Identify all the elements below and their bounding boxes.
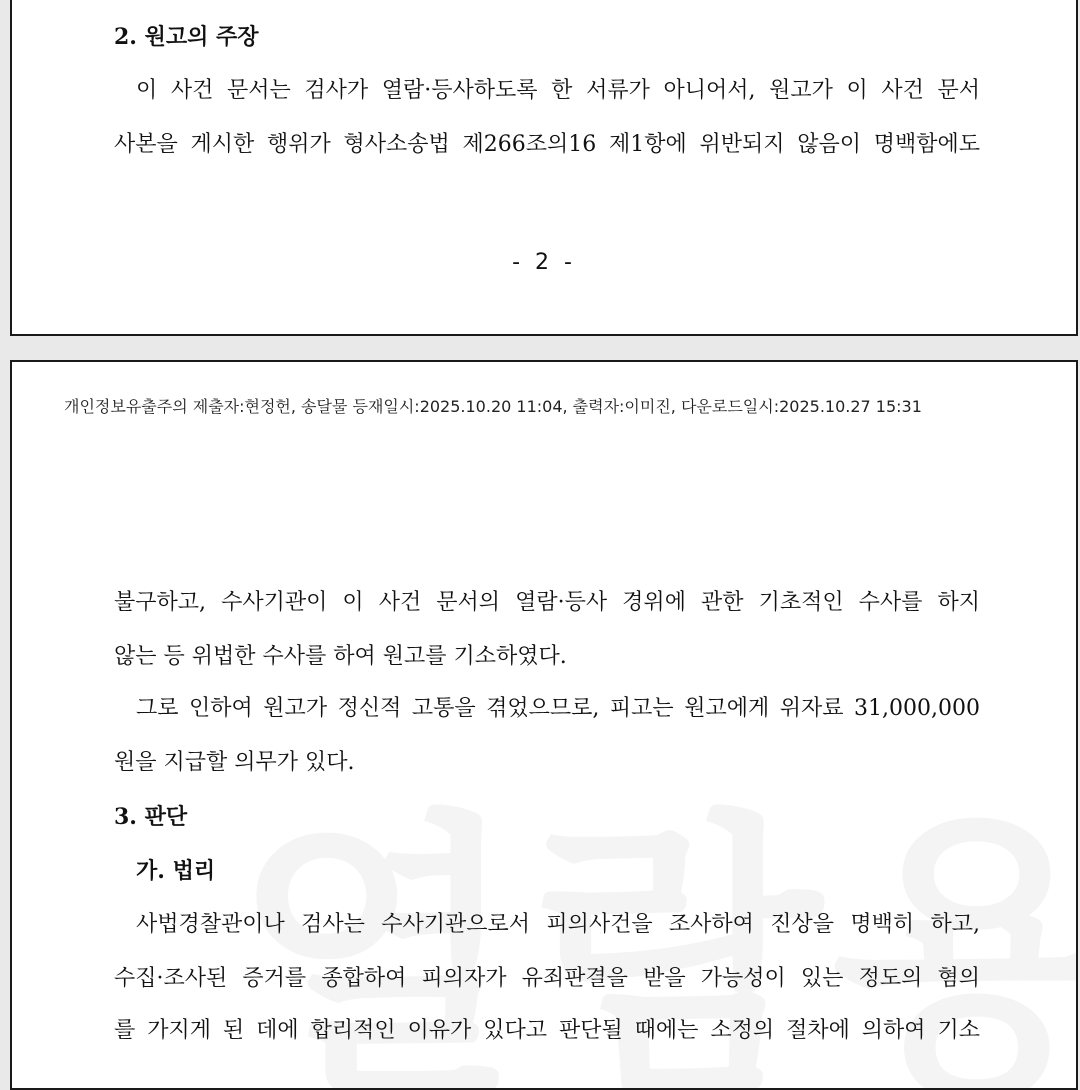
paragraph-line: 사법경찰관이나 검사는 수사기관으로서 피의사건을 조사하여 진상을 명백히 하고, [136,912,980,937]
section-heading-judgment: 3. 판단 [114,804,188,830]
paragraph-line: 이 사건 문서는 검사가 열람·등사하도록 한 서류가 아니어서, 원고가 이 사건 문서 [136,78,980,103]
section-heading-claims: 2. 원고의 주장 [114,24,259,50]
document-page-2 [10,0,1078,336]
document-page-3 [10,360,1078,1090]
subsection-heading-law: 가. 법리 [136,858,216,884]
privacy-info-header: 개인정보유출주의 제출자:현정헌, 송달물 등재일시:2025.10.20 11:04, 출력자:이미진, 다운로드일시:2025.10.27 15:31 [64,397,922,416]
paragraph-line: 수집·조사된 증거를 종합하여 피의자가 유죄판결을 받을 가능성이 있는 정도의 혐의 [114,966,980,991]
page-number: - 2 - [512,250,576,275]
paragraph-line: 않는 등 위법한 수사를 하여 원고를 기소하였다. [114,644,567,669]
paragraph-line: 사본을 게시한 행위가 형사소송법 제266조의16 제1항에 위반되지 않음이 명백함에도 [114,132,980,157]
paragraph-line: 그로 인하여 원고가 정신적 고통을 겪었으므로, 피고는 원고에게 위자료 31,000,000 [136,696,980,721]
paragraph-line: 를 가지게 된 데에 합리적인 이유가 있다고 판단될 때에는 소정의 절차에 의하여 기소 [114,1018,980,1043]
paragraph-line: 불구하고, 수사기관이 이 사건 문서의 열람·등사 경위에 관한 기초적인 수사를 하지 [114,590,980,615]
paragraph-line: 원을 지급할 의무가 있다. [114,750,355,775]
